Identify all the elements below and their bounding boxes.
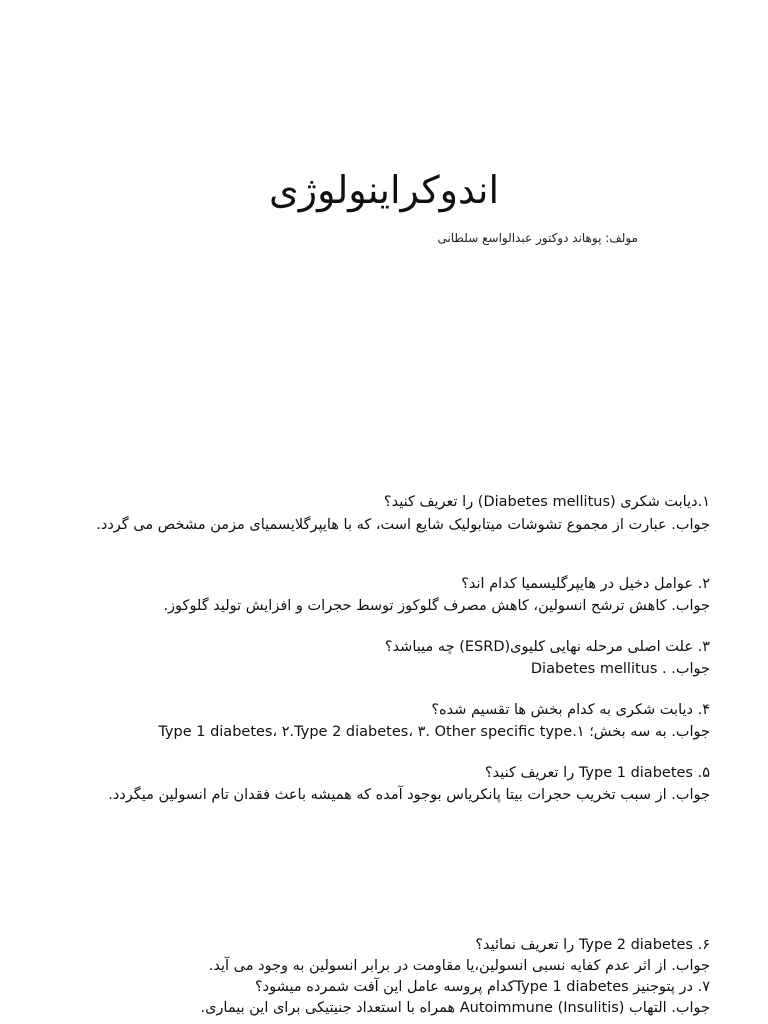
answer-2: جواب. کاهش ترشح انسولین، کاهش مصرف گلوکوز توسط حجرات و افزایش تولید گلوکوز. — [163, 598, 710, 614]
question-2: ۲. عوامل دخیل در هایپرگلیسمیا کدام اند؟ — [461, 576, 710, 592]
answer-7: جواب. التهاب Autoimmune (Insulitis) همراه با استعداد جنیتیکی برای این بیماری. — [200, 1000, 710, 1016]
question-3: ۳. علت اصلی مرحله نهایی کلیوی(ESRD) چه میباشد؟ — [384, 639, 710, 655]
answer-6: جواب. از اثر عدم کفایه نسبی انسولین،یا مقاومت در برابر انسولین به وجود می آید. — [208, 958, 710, 974]
question-1: ۱.دیابت شکری (Diabetes mellitus) را تعریف کنید؟ — [383, 494, 710, 510]
question-4: ۴. دیابت شکری به کدام بخش ها تقسیم شده؟ — [431, 702, 710, 718]
question-5: ۵. Type 1 diabetes را تعریف کنید؟ — [484, 765, 710, 781]
question-6: ۶. Type 2 diabetes را تعریف نمائید؟ — [475, 937, 710, 953]
answer-1: جواب. عبارت از مجموع تشوشات میتابولیک شایع است، که با هایپرگلایسمیای مزمن مشخص می گردد. — [96, 517, 710, 533]
question-7: ۷. در پتوجنیز Type 1 diabetesکدام پروسه عامل این آفت شمرده میشود؟ — [254, 979, 710, 995]
answer-5: جواب. از سبب تخریب حجرات بیتا پانکریاس بوجود آمده که همیشه باعث فقدان تام انسولین میگردد. — [108, 787, 710, 803]
answer-3: جواب. . Diabetes mellitus — [530, 661, 710, 677]
answer-4: جواب. به سه بخش؛ ۱.Type 1 diabetes، ۲.Type 2 diabetes، ۳. Other specific type — [158, 724, 710, 740]
author-line: مولف: پوهاند دوکتور عبدالواسع سلطانی — [437, 231, 638, 245]
document-title: اندوکراینولوژی — [268, 168, 500, 212]
